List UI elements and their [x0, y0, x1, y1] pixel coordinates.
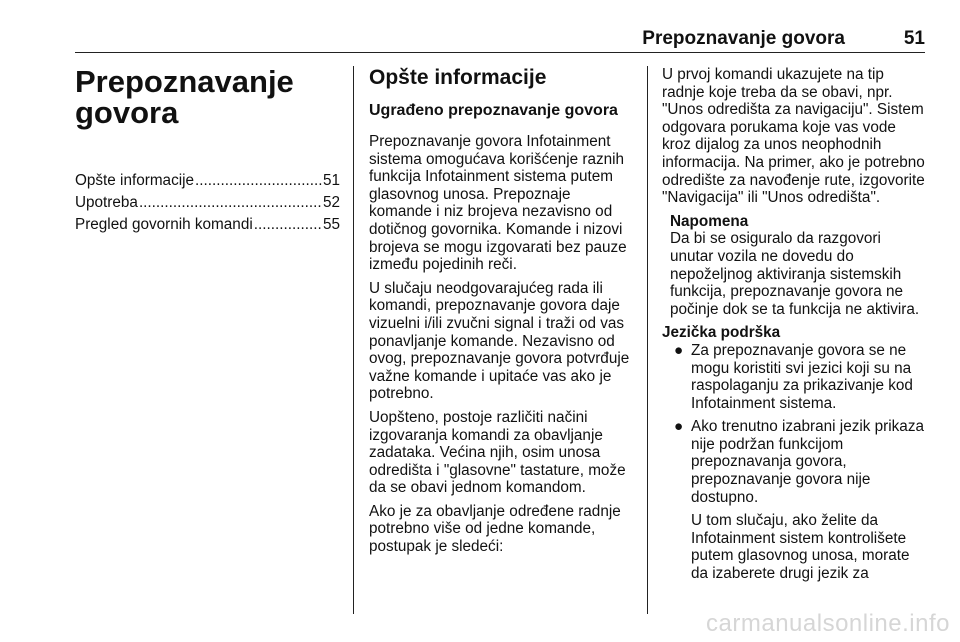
toc-entry-page: 55	[322, 216, 340, 234]
toc-leader-dots	[139, 194, 322, 212]
bullet-text: Ako trenutno izabrani jezik prikaza nije podržan funkcijom prepoznavanja govora, prepoznavanje govora nije dostupno.	[691, 418, 924, 506]
bullet-item	[662, 342, 928, 412]
language-support-heading: Jezička podrška	[662, 324, 781, 342]
chapter-title	[75, 66, 340, 128]
body-paragraph: U slučaju neodgovarajućeg rada ili komandi, prepoznavanje govora daje vizuelni i/ili zvučni signal i traži od vas ponavljanje komande. Nezavisno od ovog, prepoznavanje govora potvrđuje važne komande i upitaće vas ako je potrebno.	[369, 279, 630, 403]
watermark: carmanualsonline.info	[706, 610, 950, 637]
note-text: Da bi se osiguralo da razgovori unutar vozila ne dovedu do nepoželjnog aktiviranja sistemskih funkcija, prepoznavanje govora ne počinje dok se ta funkcija ne aktivira.	[670, 230, 920, 318]
toc-leader-dots	[195, 172, 322, 190]
toc-entry[interactable]	[75, 172, 340, 190]
bullet-icon: ●	[674, 341, 684, 359]
column-divider-2	[647, 66, 648, 614]
body-paragraph: Prepoznavanje govora Infotainment sistema omogućava korišćenje raznih funkcija Infotainment sistema putem glasovnog unosa. Prepoznaje komande i niz brojeva nezavisno od dotičnog govornika. Komande i nizovi brojeva se mogu izgovarati bez pauze između pojedinih reči.	[369, 133, 627, 274]
column-divider-1	[353, 66, 354, 614]
page-header	[75, 28, 925, 53]
column-2	[369, 66, 635, 562]
toc-entry-label: Pregled govornih komandi	[75, 216, 253, 234]
running-title: Prepoznavanje govora	[642, 28, 845, 49]
body-paragraph: U prvoj komandi ukazujete na tip radnje koje treba da se obavi, npr. "Unos odredišta za navigaciju". Sistem odgovara porukama koje vas vode kroz dijalog za unos neophodnih informacija. Na primer, ako je potrebno odredište za navođenje rute, izgovorite "Navigacija" ili "Unos odredišta".	[662, 66, 925, 207]
body-paragraph: Uopšteno, postoje različiti načini izgovaranja komandi za obavljanje zadataka. Većina njih, osim unosa odredišta i "glasovne" tastature, može da se obavi jednom komandom.	[369, 408, 626, 497]
page-number: 51	[903, 28, 925, 49]
toc-entry[interactable]	[75, 194, 340, 212]
bullet-sub-paragraph: U tom slučaju, ako želite da Infotainment sistem kontrolišete putem glasovnog unosa, morate da izaberete drugi jezik za	[691, 512, 910, 583]
toc-entry-page: 51	[322, 172, 340, 189]
bullet-item	[662, 418, 928, 506]
column-1	[75, 66, 340, 239]
body-paragraph: Ako je za obavljanje određene radnje potrebno više od jedne komande, postupak je sledeći:	[369, 502, 621, 556]
column-3	[662, 66, 928, 583]
toc-entry-page: 52	[322, 194, 340, 212]
toc-leader-dots	[254, 216, 322, 234]
note-box	[662, 213, 928, 319]
bullet-icon: ●	[674, 418, 684, 436]
subsection-heading: Ugrađeno prepoznavanje govora	[369, 102, 618, 119]
note-title: Napomena	[670, 212, 749, 230]
bullet-text: Za prepoznavanje govora se ne mogu koristiti svi jezici koji su na raspolaganju za prikazivanje kod Infotainment sistema.	[691, 341, 913, 412]
chapter-title-line-2: govora	[75, 95, 179, 130]
chapter-title-line-1: Prepoznavanje	[75, 64, 294, 99]
toc-entry[interactable]	[75, 216, 340, 234]
section-heading: Opšte informacije	[369, 66, 547, 89]
table-of-contents	[75, 172, 340, 234]
toc-entry-label: Opšte informacije	[75, 172, 195, 189]
toc-entry-label: Upotreba	[75, 194, 138, 212]
